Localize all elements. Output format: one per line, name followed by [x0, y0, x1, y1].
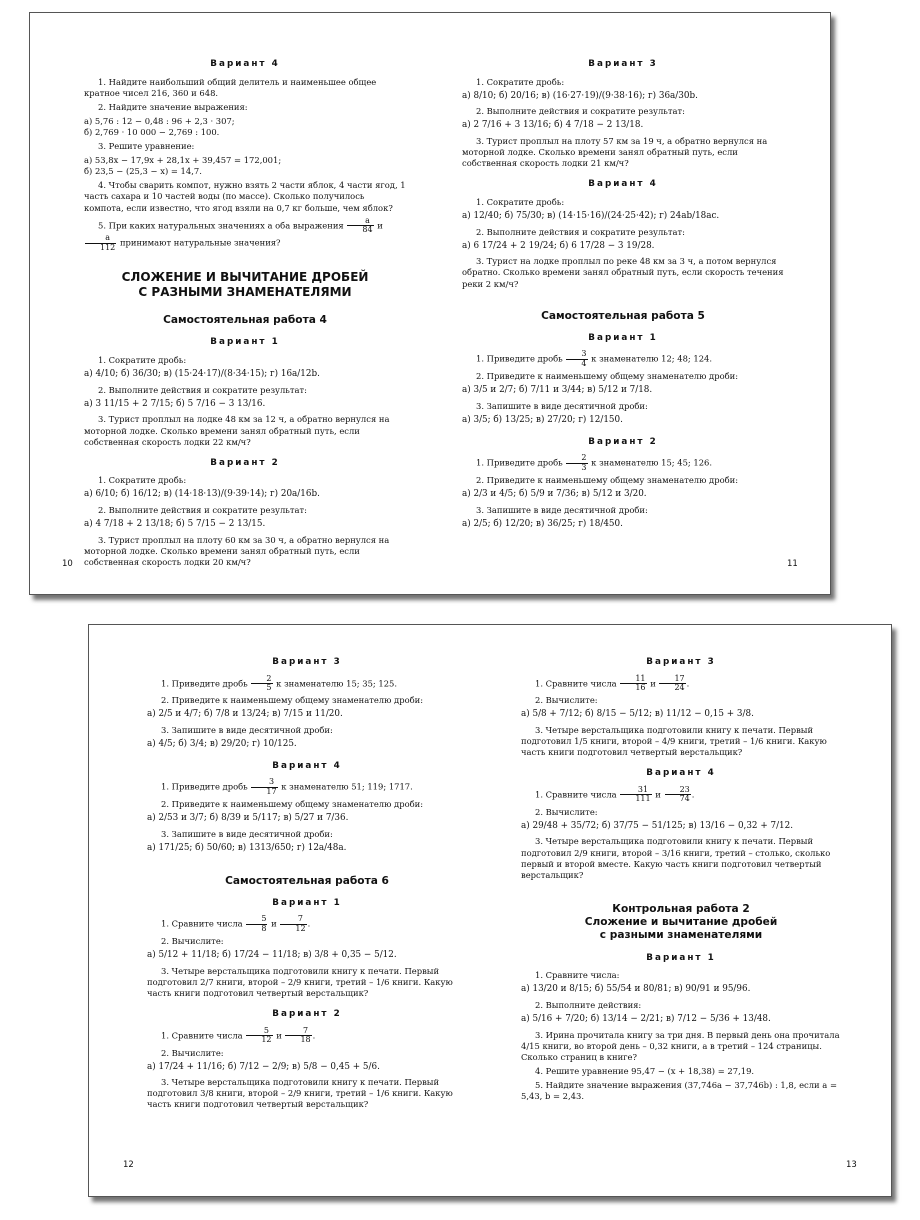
- task-text: 2. Вычислите:: [161, 936, 224, 947]
- numerator: 5: [246, 915, 267, 924]
- page-10-column: [84, 49, 406, 571]
- variant-title: Вариант 1: [272, 897, 342, 908]
- task-text: [462, 350, 784, 368]
- denominator: 8: [261, 923, 267, 933]
- numerator: 7: [285, 1027, 311, 1036]
- denominator: 111: [635, 794, 651, 804]
- task-fragment: к знаменателю 15; 45; 126.: [591, 457, 713, 468]
- denominator: 4: [581, 358, 587, 368]
- denominator: 24: [674, 683, 685, 692]
- task-text: 1. Сократите дробь:: [476, 76, 565, 87]
- task-text: 1. Сократите дробь:: [98, 355, 187, 366]
- task-answer: а) 5/8 + 7/12; б) 8/15 − 5/12; в) 11/12 − 0,15 + 3/8.: [521, 709, 754, 720]
- work-title: Самостоятельная работа 6: [225, 874, 389, 887]
- task-fragment: 1. Приведите дробь: [161, 781, 248, 792]
- task-fragment: 1. Приведите дробь: [476, 457, 563, 468]
- numerator: a: [85, 234, 116, 243]
- task-text: 3. Четыре верстальщика подготовили книгу к печати. Первый подготовил 1/5 книги, второй – 4/9 книги, третий – 1/6 книги. Какую часть книги подготовил четвертый верстальщик?: [521, 725, 827, 758]
- task-text: 3. Четыре верстальщика подготовили книгу к печати. Первый подготовил 3/8 книги, второй – 2/9 книги, третий – 1/6 книги. Какую часть книги подготовил четвертый верстальщик?: [147, 1077, 453, 1110]
- task-text: 3. Решите уравнение:: [98, 141, 195, 152]
- variant-title: Вариант 1: [210, 337, 280, 348]
- task-fragment: к знаменателю 51; 119; 1717.: [281, 781, 413, 792]
- variant-title: Вариант 4: [272, 760, 342, 771]
- task-fragment: и: [650, 678, 656, 688]
- task-answer: а) 5,76 : 12 − 0,48 : 96 + 2,3 · 307;: [84, 115, 235, 126]
- task-text: 2. Вычислите:: [161, 1047, 224, 1058]
- task-text: 2. Выполните действия и сократите результат:: [476, 226, 685, 237]
- task-text: 2. Вычислите:: [535, 806, 598, 817]
- numerator: 11: [620, 675, 646, 684]
- task-fragment: и: [276, 1030, 282, 1041]
- variant-title: Вариант 4: [210, 59, 280, 69]
- variant-title: Вариант 3: [588, 59, 658, 69]
- fraction: [280, 915, 306, 933]
- task-text: 2. Выполните действия и сократите результат:: [98, 384, 307, 395]
- fraction: [85, 234, 116, 252]
- page-number: 12: [123, 1160, 134, 1170]
- fraction: [251, 778, 277, 796]
- section-title-line: С РАЗНЫМИ ЗНАМЕНАТЕЛЯМИ: [138, 285, 352, 300]
- task-answer: а) 5/16 + 7/20; б) 13/14 − 2/21; в) 7/12 − 5/36 + 13/48.: [521, 1013, 771, 1024]
- task-answer: а) 2 7/16 + 3 13/16; б) 4 7/18 − 2 13/18.: [462, 120, 644, 131]
- variant-title: Вариант 2: [272, 1009, 342, 1020]
- task-text: 3. Запишите в виде десятичной дроби:: [476, 504, 648, 515]
- task-text: 1. Сократите дробь:: [476, 196, 565, 207]
- numerator: 3: [566, 350, 587, 359]
- task-fragment: принимают натуральные значения?: [119, 237, 281, 248]
- fraction: [620, 786, 651, 804]
- task-fragment: 1. Сравните числа: [161, 918, 243, 929]
- task-text: 3. Турист проплыл на плоту 60 км за 30 ч, а обратно вернулся на моторной лодке. Сколько времени занял обратный путь, если собственная скорость лодки 20 км/ч?: [84, 534, 390, 567]
- task-text: 2. Вычислите:: [535, 695, 598, 706]
- numerator: 5: [246, 1027, 272, 1036]
- task-text: [84, 217, 406, 253]
- fraction: [566, 454, 587, 472]
- task-text: 2. Приведите к наименьшему общему знаменателю дроби:: [476, 371, 739, 382]
- task-fragment: 1. Сравните числа: [535, 789, 617, 800]
- task-answer: а) 17/24 + 11/16; б) 7/12 − 2/9; в) 5/8 − 0,45 + 5/6.: [147, 1061, 380, 1072]
- task-text: [147, 778, 467, 796]
- task-text: 3. Запишите в виде десятичной дроби:: [161, 725, 333, 736]
- section-title: [84, 270, 406, 300]
- test-title-line: Сложение и вычитание дробей: [584, 916, 778, 929]
- task-fragment: 1. Сравните числа: [161, 1030, 243, 1041]
- page-number: 10: [62, 559, 73, 569]
- task-text: 2. Выполните действия и сократите результат:: [98, 505, 307, 516]
- task-fragment: к знаменателю 12; 48; 124.: [591, 353, 713, 364]
- task-text: 3. Турист проплыл на плоту 57 км за 19 ч, а обратно вернулся на моторной лодке. Сколько времени занял обратный путь, если собственная скорость лодки 21 км/ч?: [462, 136, 768, 169]
- fraction: [347, 217, 373, 235]
- task-fragment: 1. Приведите дробь: [476, 353, 563, 364]
- variant-title: Вариант 4: [588, 179, 658, 190]
- denominator: 17: [266, 786, 277, 796]
- fraction: [665, 786, 691, 804]
- task-answer: б) 2,769 · 10 000 − 2,769 : 100.: [84, 126, 220, 137]
- fraction: [251, 675, 272, 693]
- task-text: 3. Запишите в виде десятичной дроби:: [161, 828, 333, 839]
- task-fragment: 1. Сравните числа: [535, 678, 617, 688]
- fraction: [566, 350, 587, 368]
- task-fragment: к знаменателю 15; 35; 125.: [276, 678, 398, 688]
- task-text: 3. Турист на лодке проплыл по реке 48 км за 3 ч, а потом вернулся обратно. Сколько времени занял обратный путь, если скорость течения реки 2 км/ч?: [462, 256, 784, 289]
- task-text: 1. Сравните числа $\frac{11}{16}$ и $\frac{17}{24}$ .: [535, 673, 690, 692]
- variant-title: Вариант 1: [588, 332, 658, 343]
- task-answer: а) 12/40; б) 75/30; в) (14·15·16)/(24·25·42); г) 24ab/18ac.: [462, 211, 720, 221]
- task-text: 1. Сравните числа $\frac{31}{111}$ и $\frac{23}{74}$ .: [535, 784, 695, 804]
- task-fragment: и: [377, 220, 383, 231]
- numerator: 17: [659, 675, 685, 684]
- work-title: Самостоятельная работа 5: [541, 309, 705, 322]
- page-13-column: [521, 647, 841, 1105]
- task-text: 4. Решите уравнение 95,47 − (x + 18,38) = 27,19.: [535, 1065, 755, 1076]
- task-text: 3. Турист проплыл на лодке 48 км за 12 ч, а обратно вернулся на моторной лодке. Сколько времени занял обратный путь, если собственная скорость лодки 22 км/ч?: [84, 414, 390, 447]
- denominator: 12: [295, 923, 306, 933]
- denominator: 5: [266, 683, 272, 692]
- fraction: [659, 675, 685, 693]
- test-title: [521, 903, 841, 943]
- task-answer: а) 4/5; б) 3/4; в) 29/20; г) 10/125.: [147, 739, 297, 750]
- task-fragment: и: [655, 789, 661, 800]
- task-text: 1. Сравните числа:: [535, 970, 620, 981]
- variant-title: Вариант 2: [588, 436, 658, 447]
- numerator: 3: [251, 778, 277, 787]
- work-title: Самостоятельная работа 4: [163, 314, 327, 327]
- task-text: 1. Сравните числа $\frac{5}{8}$ и $\frac{7}{12}$ .: [161, 914, 311, 933]
- task-answer: а) 2/5 и 4/7; б) 7/8 и 13/24; в) 7/15 и 11/20.: [147, 709, 343, 720]
- numerator: 2: [251, 675, 272, 684]
- task-answer: а) 13/20 и 8/15; б) 55/54 и 80/81; в) 90/91 и 95/96.: [521, 984, 751, 995]
- section-title-line: СЛОЖЕНИЕ И ВЫЧИТАНИЕ ДРОБЕЙ: [121, 270, 369, 285]
- variant-title: Вариант 1: [646, 952, 716, 963]
- task-text: 2. Приведите к наименьшему общему знаменателю дроби:: [161, 799, 424, 810]
- task-answer: б) 23,5 − (25,3 − x) = 14,7.: [84, 166, 202, 177]
- denominator: 74: [679, 794, 690, 804]
- numerator: 31: [620, 786, 651, 795]
- denominator: 112: [100, 242, 116, 252]
- task-text: [462, 454, 784, 472]
- task-text: 3. Четыре верстальщика подготовили книгу к печати. Первый подготовил 2/9 книги, второй – 3/16 книги, третий – столько, сколько первый и второй вместе. Какую часть книги подготовил четвертый верстальщик?: [521, 836, 831, 880]
- task-text: [147, 675, 467, 693]
- test-title-line: с разными знаменателями: [599, 929, 763, 942]
- task-answer: а) 171/25; б) 50/60; в) 1313/650; г) 12a/48a.: [147, 842, 347, 853]
- variant-title: Вариант 2: [210, 457, 280, 468]
- task-answer: а) 3/5 и 2/7; б) 7/11 и 3/44; в) 5/12 и 7/18.: [462, 385, 653, 396]
- test-title-line: Контрольная работа 2: [612, 902, 750, 915]
- page-number: 13: [846, 1160, 857, 1170]
- denominator: 18: [300, 1035, 311, 1045]
- page-11-column: [462, 49, 784, 534]
- task-text: 3. Запишите в виде десятичной дроби:: [476, 400, 648, 411]
- task-answer: а) 8/10; б) 20/16; в) (16·27·19)/(9·38·16); г) 36a/30b.: [462, 90, 698, 101]
- task-text: 1. Найдите наибольший общий делитель и наименьшее общее кратное чисел 216, 360 и 648.: [84, 76, 377, 98]
- task-answer: а) 3 11/15 + 2 7/15; б) 5 7/16 − 3 13/16.: [84, 398, 266, 409]
- fraction: [620, 675, 646, 693]
- task-text: 2. Выполните действия и сократите результат:: [476, 106, 685, 117]
- denominator: 3: [581, 462, 587, 472]
- task-answer: а) 4 7/18 + 2 13/18; б) 5 7/15 − 2 13/15.: [84, 519, 266, 530]
- book-spread-pages-12-13: [88, 624, 892, 1197]
- task-answer: а) 53,8x − 17,9x + 28,1x + 39,457 = 172,001;: [84, 155, 282, 166]
- variant-title: Вариант 3: [646, 657, 716, 667]
- book-spread-pages-10-11: [29, 12, 831, 595]
- variant-title: Вариант 4: [646, 768, 716, 779]
- task-answer: а) 2/53 и 3/7; б) 8/39 и 5/117; в) 5/27 и 7/36.: [147, 813, 349, 824]
- variant-title: Вариант 3: [272, 657, 342, 667]
- task-answer: а) 4/10; б) 36/30; в) (15·24·17)/(8·34·15); г) 16a/12b.: [84, 369, 320, 380]
- task-answer: а) 2/3 и 4/5; б) 5/9 и 7/36; в) 5/12 и 3/20.: [462, 489, 647, 500]
- numerator: 23: [665, 786, 691, 795]
- task-fragment: 1. Приведите дробь: [161, 678, 248, 688]
- task-text: 2. Выполните действия:: [535, 999, 642, 1010]
- page-number: 11: [787, 559, 798, 569]
- task-answer: а) 6 17/24 + 2 19/24; б) 6 17/28 − 3 19/28.: [462, 240, 655, 251]
- task-text: 4. Чтобы сварить компот, нужно взять 2 части яблок, 4 части ягод, 1 часть сахара и 10 частей воды (по массе). Сколько получилось компота, если известно, что ягод взяли на 0,7 кг больше, чем яблок?: [84, 180, 406, 213]
- task-text: 3. Четыре верстальщика подготовили книгу к печати. Первый подготовил 2/7 книги, второй – 2/9 книги, третий – 1/6 книги. Какую часть книги подготовил четвертый верстальщик?: [147, 965, 453, 999]
- denominator: 16: [635, 683, 646, 692]
- task-text: 1. Сравните числа $\frac{5}{12}$ и $\frac{7}{18}$ .: [161, 1025, 316, 1045]
- denominator: 12: [261, 1035, 272, 1045]
- task-answer: а) 3/5; б) 13/25; в) 27/20; г) 12/150.: [462, 415, 623, 426]
- task-fragment: 5. При каких натуральных значениях a оба выражения: [98, 220, 344, 231]
- task-answer: а) 6/10; б) 16/12; в) (14·18·13)/(9·39·14); г) 20a/16b.: [84, 489, 320, 500]
- fraction: [285, 1027, 311, 1045]
- task-text: 3. Ирина прочитала книгу за три дня. В первый день она прочитала 4/15 книги, во второй день – 0,32 книги, а в третий – 124 страницы. Сколько страниц в книге?: [521, 1029, 840, 1062]
- task-text: 2. Приведите к наименьшему общему знаменателю дроби:: [476, 475, 739, 486]
- numerator: a: [347, 217, 373, 226]
- fraction: [246, 1027, 272, 1045]
- numerator: 7: [280, 915, 306, 924]
- task-text: 5. Найдите значение выражения (37,746a − 37,746b) : 1,8, если a = 5,43, b = 2,43.: [521, 1079, 837, 1102]
- task-answer: а) 2/5; б) 12/20; в) 36/25; г) 18/450.: [462, 518, 623, 529]
- task-text: 2. Найдите значение выражения:: [98, 101, 248, 112]
- task-text: 1. Сократите дробь:: [98, 475, 187, 486]
- fraction: [246, 915, 267, 933]
- task-answer: а) 29/48 + 35/72; б) 37/75 − 51/125; в) 13/16 − 0,32 + 7/12.: [521, 820, 794, 831]
- page-12-column: [147, 647, 467, 1114]
- numerator: 2: [566, 454, 587, 463]
- task-fragment: и: [271, 918, 277, 929]
- denominator: 84: [362, 225, 373, 235]
- task-text: 2. Приведите к наименьшему общему знаменателю дроби:: [161, 695, 424, 706]
- task-answer: а) 5/12 + 11/18; б) 17/24 − 11/18; в) 3/8 + 0,35 − 5/12.: [147, 950, 397, 961]
